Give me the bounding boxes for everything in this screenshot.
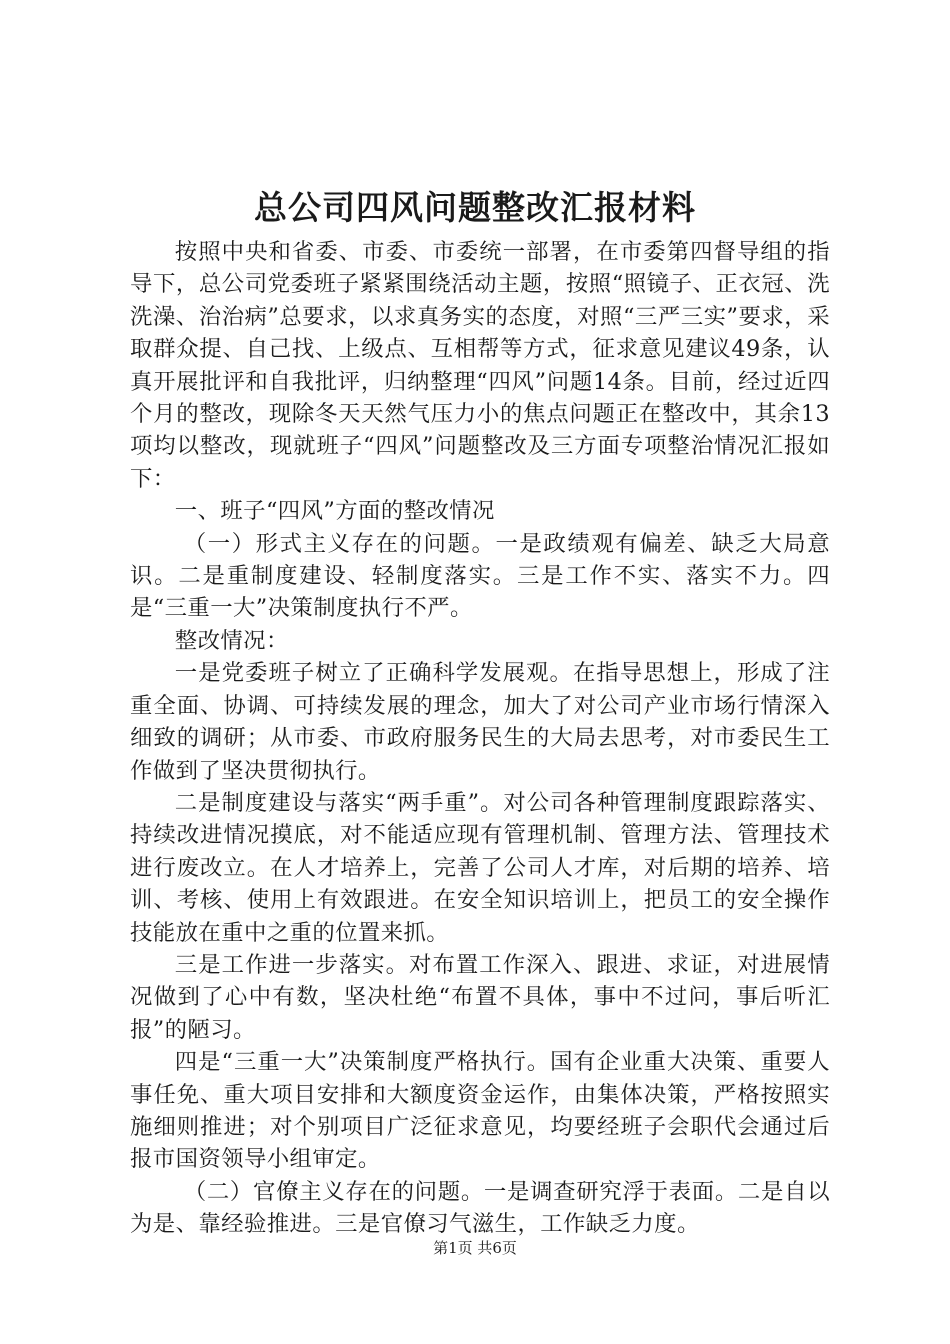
paragraph-formalism-problems: （一）形式主义存在的问题。一是政绩观有偏差、缺乏大局意识。二是重制度建设、轻制度落实。三是工作不实、落实不力。四是“三重一大”决策制度执行不严。 <box>130 530 830 622</box>
paragraph-rectification-one: 一是党委班子树立了正确科学发展观。在指导思想上，形成了注重全面、协调、可持续发展的理念，加大了对公司产业市场行情深入细致的调研；从市委、市政府服务民生的大局去思考，对市委民生工作做到了坚决贯彻执行。 <box>130 660 830 784</box>
document-body <box>130 236 830 1241</box>
document-title: 总公司四风问题整改汇报材料 <box>254 188 696 227</box>
paragraph-rectification-two: 二是制度建设与落实“两手重”。对公司各种管理制度跟踪落实、持续改进情况摸底，对不能适应现有管理机制、管理方法、管理技术进行废改立。在人才培养上，完善了公司人才库，对后期的培养、培训、考核、使用上有效跟进。在安全知识培训上，把员工的安全操作技能放在重中之重的位置来抓。 <box>130 789 830 946</box>
paragraph-bureaucratism-problems: （二）官僚主义存在的问题。一是调查研究浮于表面。二是自以为是、靠经验推进。三是官僚习气滋生，工作缺乏力度。 <box>130 1178 830 1238</box>
paragraph-rectification-four: 四是“三重一大”决策制度严格执行。国有企业重大决策、重要人事任免、重大项目安排和大额度资金运作，由集体决策，严格按照实施细则推进；对个别项目广泛征求意见，均要经班子会职代会通过后报市国资领导小组审定。 <box>130 1049 830 1173</box>
section-heading-one: 一、班子“四风”方面的整改情况 <box>174 498 495 525</box>
paragraph-rectification-three: 三是工作进一步落实。对布置工作深入、跟进、求证，对进展情况做到了心中有数，坚决杜绝“布置不具体，事中不过问，事后听汇报”的陋习。 <box>130 951 830 1043</box>
paragraph-rectification-heading: 整改情况： <box>174 627 289 654</box>
page-number-footer: 第1页 共6页 <box>433 1239 517 1257</box>
paragraph-intro: 按照中央和省委、市委、市委统一部署，在市委第四督导组的指导下，总公司党委班子紧紧围绕活动主题，按照“照镜子、正衣冠、洗洗澡、治治病”总要求，以求真务实的态度，对照“三严三实”要求，采取群众提、自己找、上级点、互相帮等方式，征求意见建议49条，认真开展批评和自我批评，归纳整理“四风”问题14条。目前，经过近四个月的整改，现除冬天天然气压力小的焦点问题正在整改中，其余13项均以整改，现就班子“四风”问题整改及三方面专项整治情况汇报如下： <box>130 239 830 492</box>
